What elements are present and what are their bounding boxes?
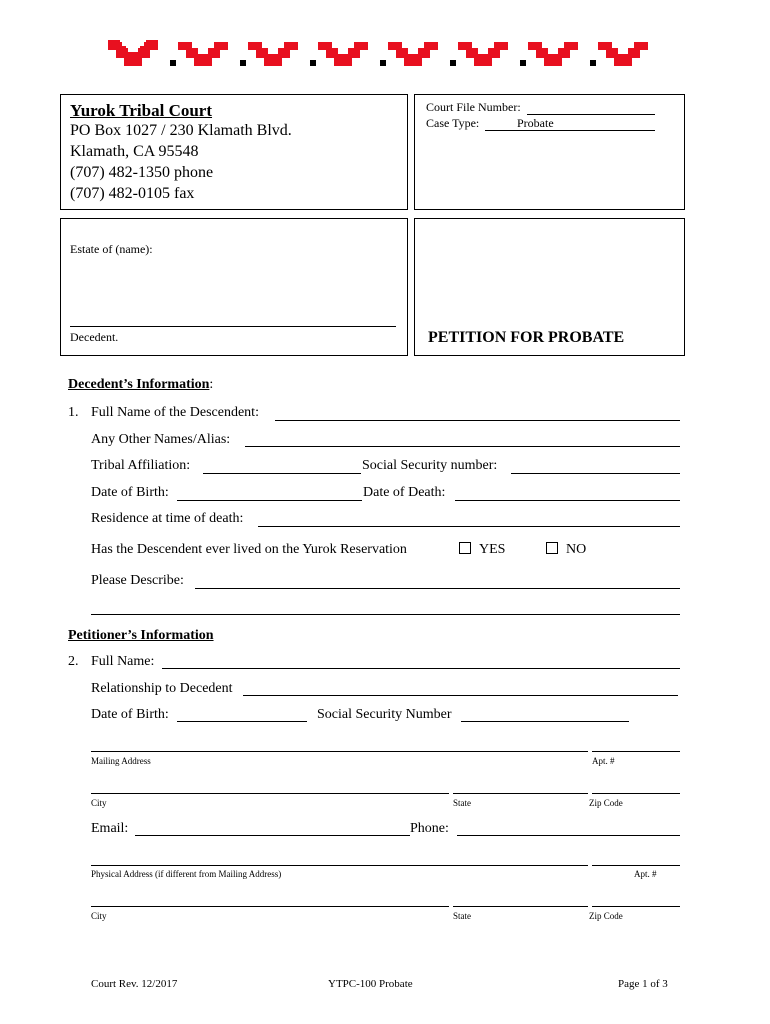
petitioner-dob-label: Date of Birth: <box>91 707 169 722</box>
footer-form-id: YTPC-100 Probate <box>328 978 413 990</box>
footer-page-number: Page 1 of 3 <box>618 978 668 990</box>
petitioner-dob-field[interactable] <box>177 721 307 722</box>
reservation-question: Has the Descendent ever lived on the Yurok Reservation <box>91 542 407 557</box>
petitioner-section-heading: Petitioner’s Information <box>68 628 214 643</box>
yes-label: YES <box>479 542 506 557</box>
petitioner-ssn-label: Social Security Number <box>317 707 452 722</box>
decedent-label: Decedent. <box>70 330 119 344</box>
estate-label: Estate of (name): <box>70 242 153 256</box>
relationship-field[interactable] <box>243 695 678 696</box>
title-box <box>414 218 685 356</box>
court-fax: (707) 482-0105 fax <box>70 185 195 202</box>
mailing-address-field[interactable] <box>91 751 588 752</box>
estate-name-field[interactable] <box>70 326 396 327</box>
mailing-state-label: State <box>453 798 471 808</box>
physical-zip-field[interactable] <box>592 906 680 907</box>
physical-state-label: State <box>453 911 471 921</box>
decedent-other-names-label: Any Other Names/Alias: <box>91 432 231 447</box>
case-type-value: Probate <box>517 116 554 130</box>
mailing-city-field[interactable] <box>91 793 449 794</box>
decedent-ssn-label: Social Security number: <box>362 458 498 473</box>
residence-field[interactable] <box>258 526 680 527</box>
item-number-1: 1. <box>68 405 79 420</box>
tribal-affiliation-label: Tribal Affiliation: <box>91 458 191 473</box>
yes-checkbox[interactable] <box>459 542 471 554</box>
decedent-full-name-field[interactable] <box>275 420 680 421</box>
mailing-zip-field[interactable] <box>592 793 680 794</box>
case-type-field[interactable] <box>485 130 655 131</box>
decedent-dod-field[interactable] <box>455 500 680 501</box>
residence-label: Residence at time of death: <box>91 511 244 526</box>
court-address-line2: Klamath, CA 95548 <box>70 143 199 160</box>
court-file-box <box>414 94 685 210</box>
mailing-apt-label: Apt. # <box>592 756 615 766</box>
physical-city-label: City <box>91 911 107 921</box>
court-phone: (707) 482-1350 phone <box>70 164 214 181</box>
decedent-section-heading <box>68 377 213 393</box>
mailing-apt-field[interactable] <box>592 751 680 752</box>
physical-apt-label: Apt. # <box>634 869 657 879</box>
phone-field[interactable] <box>457 835 680 836</box>
court-file-number-field[interactable] <box>527 114 655 115</box>
email-label: Email: <box>91 821 129 836</box>
decedent-dob-label: Date of Birth: <box>91 485 169 500</box>
physical-address-label: Physical Address (if different from Mailing Address) <box>91 869 282 879</box>
physical-city-field[interactable] <box>91 906 449 907</box>
decedent-dod-label: Date of Death: <box>363 485 446 500</box>
physical-state-field[interactable] <box>453 906 588 907</box>
court-address-line1: PO Box 1027 / 230 Klamath Blvd. <box>70 122 292 139</box>
decedent-heading-text: Decedent’s Information <box>68 377 210 392</box>
petitioner-full-name-label: Full Name: <box>91 654 155 669</box>
email-field[interactable] <box>135 835 410 836</box>
no-checkbox[interactable] <box>546 542 558 554</box>
physical-zip-label: Zip Code <box>589 911 623 921</box>
estate-box <box>60 218 408 356</box>
mailing-city-label: City <box>91 798 107 808</box>
petitioner-ssn-field[interactable] <box>461 721 629 722</box>
decedent-ssn-field[interactable] <box>511 473 680 474</box>
mailing-zip-label: Zip Code <box>589 798 623 808</box>
petitioner-full-name-field[interactable] <box>162 668 680 669</box>
case-type-label: Case Type: <box>426 116 480 130</box>
court-name: Yurok Tribal Court <box>70 101 213 120</box>
describe-field-line1[interactable] <box>195 588 680 589</box>
describe-field-line2[interactable] <box>91 614 680 615</box>
court-address-box <box>60 94 408 210</box>
item-number-2: 2. <box>68 654 79 669</box>
decedent-heading-suffix: : <box>209 377 214 392</box>
court-file-number-label: Court File Number: <box>426 100 521 114</box>
describe-label: Please Describe: <box>91 573 184 588</box>
banner-motifs <box>106 38 666 74</box>
tribal-affiliation-field[interactable] <box>203 473 361 474</box>
mailing-state-field[interactable] <box>453 793 588 794</box>
relationship-label: Relationship to Decedent <box>91 681 233 696</box>
footer-revision: Court Rev. 12/2017 <box>91 978 178 990</box>
decedent-other-names-field[interactable] <box>245 446 680 447</box>
mailing-address-label: Mailing Address <box>91 756 151 766</box>
no-label: NO <box>566 542 587 557</box>
physical-address-field[interactable] <box>91 865 588 866</box>
decedent-dob-field[interactable] <box>177 500 362 501</box>
physical-apt-field[interactable] <box>592 865 680 866</box>
phone-label: Phone: <box>410 821 449 836</box>
decedent-full-name-label: Full Name of the Descendent: <box>91 405 259 420</box>
petition-title: PETITION FOR PROBATE <box>428 329 625 346</box>
